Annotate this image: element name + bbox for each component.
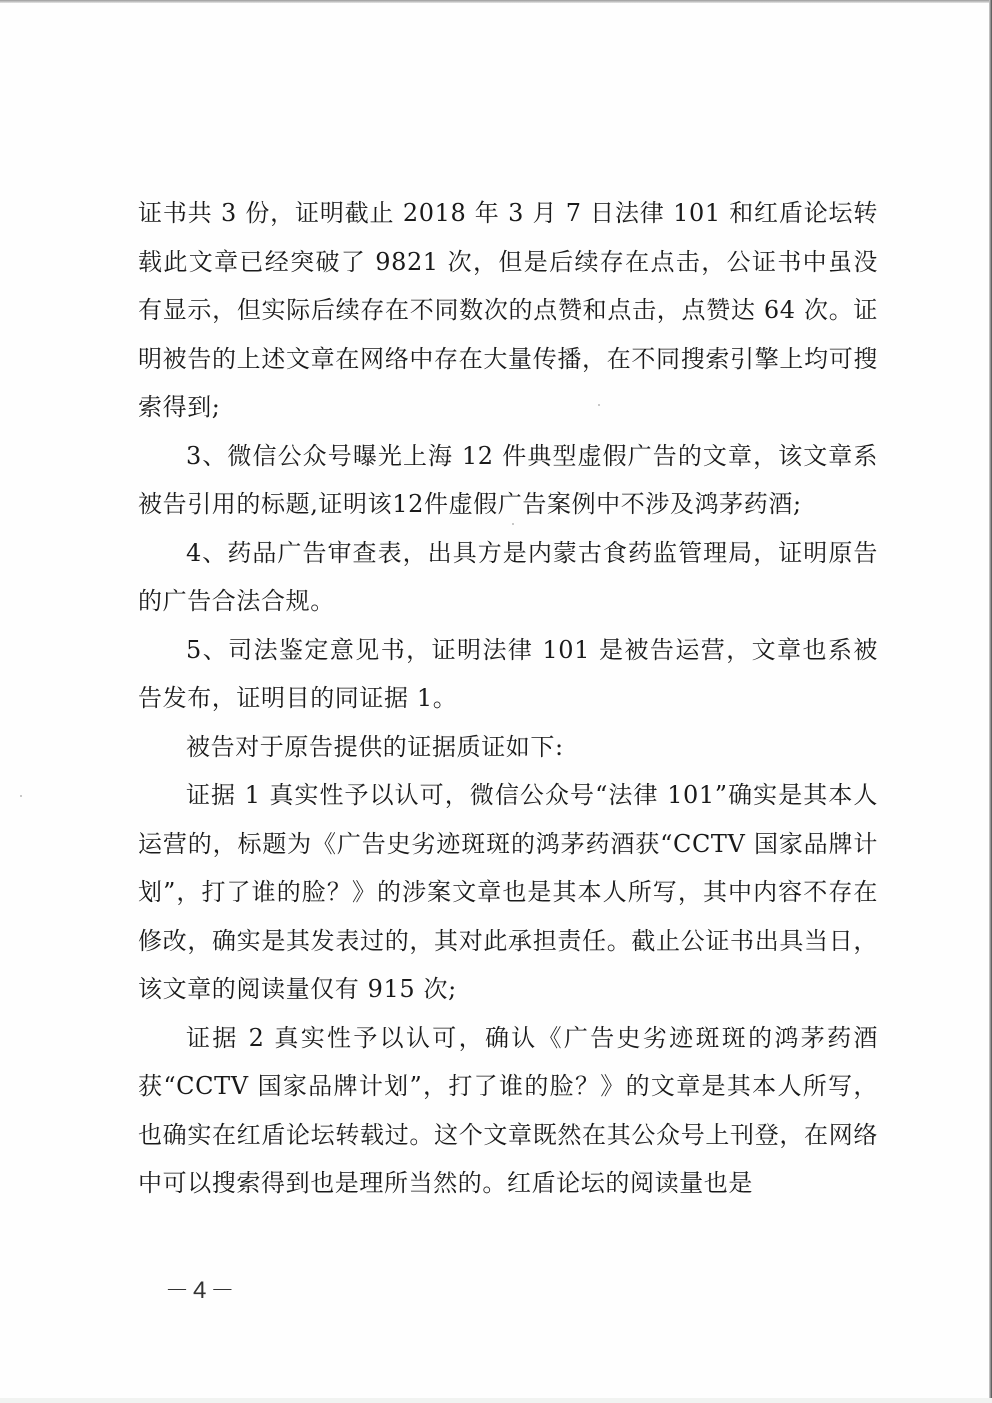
paragraph-cross-exam-evidence-2: 证据 2 真实性予以认可，确认《广告史劣迹斑斑的鸿茅药酒获“CCTV 国家品牌计划”，打了谁的脸？》的文章是其本人所写，也确实在红盾论坛转载过。这个文章既然在其公众号上刊登，在网络中可以搜索得到也是理所当然的。红盾论坛的阅读量也是 [138, 1023, 878, 1197]
paragraph-defendant-cross-exam-intro: 被告对于原告提供的证据质证如下: [186, 732, 564, 761]
page-top-edge [0, 0, 990, 3]
paragraph-cross-exam-evidence-1: 证据 1 真实性予以认可，微信公众号“法律 101”确实是其本人运营的，标题为《广告史劣迹斑斑的鸿茅药酒获“CCTV 国家品牌计划”，打了谁的脸？》的涉案文章也是其本人所写，其中内容不存在修改，确实是其发表过的，其对此承担责任。截止公证书出具当日，该文章的阅读量仅有 915 次; [138, 781, 878, 1003]
paragraph-evidence-3: 3、微信公众号曝光上海 12 件典型虚假广告的文章，该文章系被告引用的标题,证明该12件虚假广告案例中不涉及鸿茅药酒; [138, 441, 878, 518]
paragraph-evidence-notary-continued: 证书共 3 份，证明截止 2018 年 3 月 7 日法律 101 和红盾论坛转载此文章已经突破了 9821 次，但是后续存在点击，公证书中虽没有显示，但实际后续存在不同数次的点赞和点击，点赞达 64 次。证明被告的上述文章在网络中存在大量传播，在不同搜索引擎上均可搜索得到; [138, 199, 878, 421]
page-bottom-edge [0, 1398, 992, 1403]
paragraph-evidence-5: 5、司法鉴定意见书，证明法律 101 是被告运营，文章也系被告发布，证明目的同证据 1。 [138, 635, 878, 712]
page-number: －4－ [165, 1277, 239, 1304]
scan-speck [20, 795, 22, 797]
document-body [138, 189, 878, 1208]
paragraph-evidence-4: 4、药品广告审查表，出具方是内蒙古食药监管理局，证明原告的广告合法合规。 [138, 538, 878, 615]
